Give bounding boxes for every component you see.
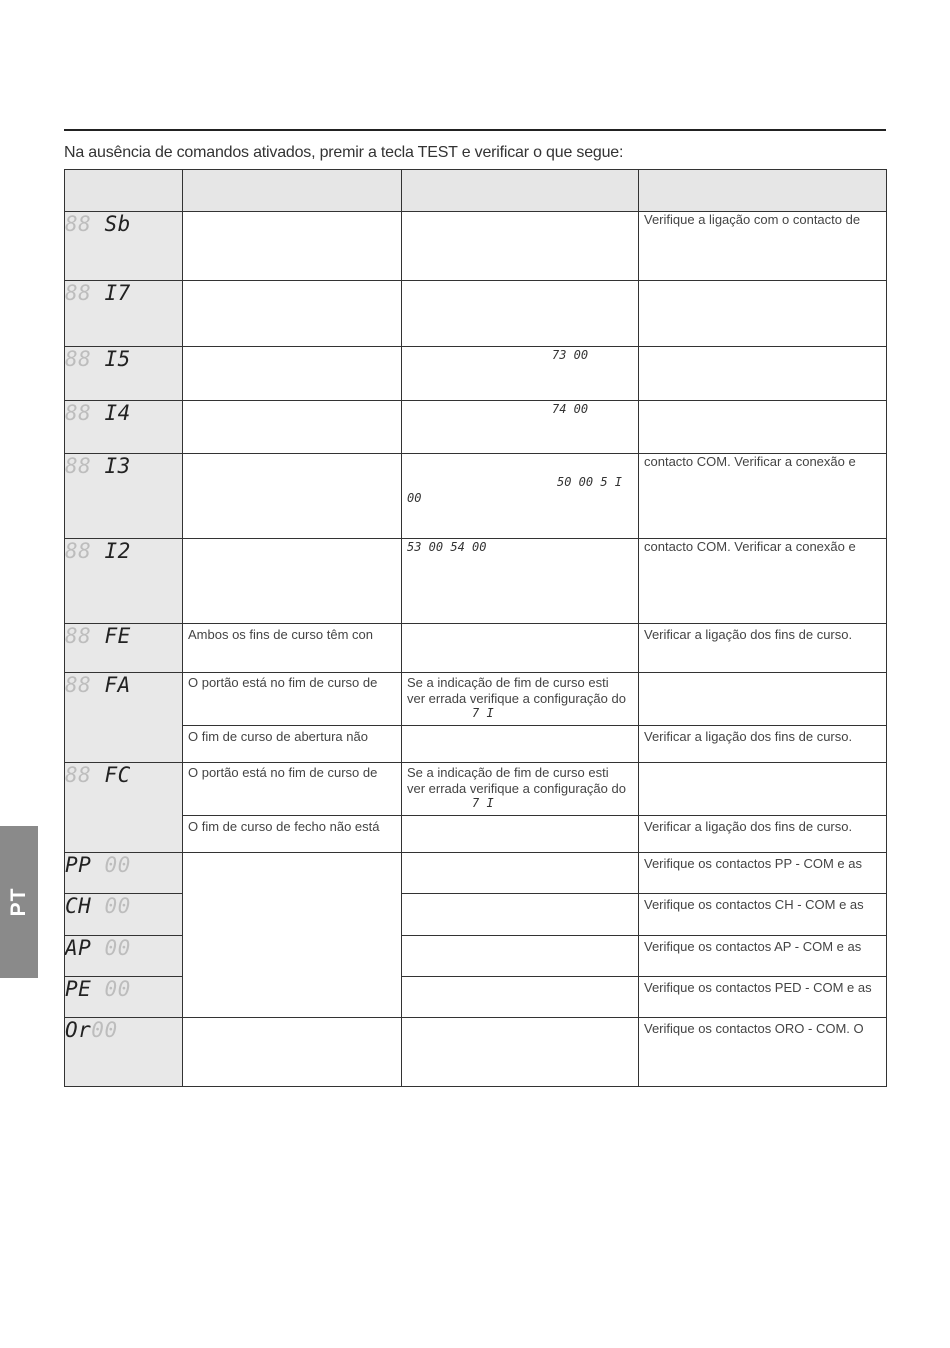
table-row: [65, 816, 887, 853]
cell-note: ver errada verifique a configuração do: [407, 691, 626, 706]
display-code: AP 00: [65, 936, 183, 977]
intro-text: Na ausência de comandos ativados, premir a tecla TEST e verificar o que segue:: [64, 144, 624, 161]
cell-description: O portão está no fim de curso de: [188, 675, 378, 690]
cell-description: Ambos os fins de curso têm con: [188, 627, 373, 642]
cell-action: Verifique os contactos PED - COM e as: [644, 980, 872, 995]
display-code: 88 I2: [65, 539, 183, 624]
display-code: CH 00: [65, 894, 183, 936]
cell-description: O portão está no fim de curso de: [188, 765, 378, 780]
table-row: [65, 726, 887, 763]
table-row: [65, 212, 887, 281]
param-code: 50 00 5 I: [557, 475, 623, 489]
header-cell: [639, 170, 887, 212]
display-code: 88 I7: [65, 281, 183, 347]
cell-action: contacto COM. Verificar a conexão e: [644, 454, 856, 469]
param-code: 00: [407, 491, 422, 505]
display-code: 88 I5: [65, 347, 183, 401]
top-rule: [64, 129, 886, 131]
table-row: [65, 347, 887, 401]
header-cell: [402, 170, 639, 212]
param-code: 7 I: [472, 706, 494, 720]
cell-action: Verifique os contactos ORO - COM. O: [644, 1021, 864, 1036]
display-code: PP 00: [65, 853, 183, 894]
display-code: 88 I4: [65, 401, 183, 454]
param-code: 53 00 54 00: [407, 540, 487, 554]
param-code: 73 00: [552, 348, 589, 362]
display-code: 88 FE: [65, 624, 183, 673]
display-code: 88 FC: [65, 763, 183, 853]
cell-action: contacto COM. Verificar a conexão e: [644, 539, 856, 554]
cell-description: O fim de curso de abertura não: [188, 729, 368, 744]
cell-action: Verifique os contactos PP - COM e as: [644, 856, 862, 871]
table-row: [65, 401, 887, 454]
cell-action: Verificar a ligação dos fins de curso.: [644, 729, 853, 744]
cell-action: Verifique os contactos AP - COM e as: [644, 939, 862, 954]
table-row: [65, 1018, 887, 1087]
table-row: [65, 624, 887, 673]
display-code: 88 Sb: [65, 212, 183, 281]
header-cell: [65, 170, 183, 212]
display-code: Or00: [65, 1018, 183, 1087]
cell-note: ver errada verifique a configuração do: [407, 781, 626, 796]
table-row: [65, 763, 887, 816]
cell-action: Verifique os contactos CH - COM e as: [644, 897, 864, 912]
display-code: PE 00: [65, 977, 183, 1018]
table-header-row: [65, 170, 887, 212]
table-row: [65, 454, 887, 539]
cell-note: Se a indicação de fim de curso esti: [407, 765, 609, 780]
cell-note: Se a indicação de fim de curso esti: [407, 675, 609, 690]
param-code: 7 I: [472, 796, 494, 810]
diagnostics-table: [64, 169, 887, 1087]
language-tab: PT: [0, 826, 38, 978]
table-row: [65, 539, 887, 624]
table-row: [65, 673, 887, 726]
cell-description: O fim de curso de fecho não está: [188, 819, 380, 834]
cell-action: Verifique a ligação com o contacto de: [644, 212, 861, 227]
display-code: 88 FA: [65, 673, 183, 763]
display-code: 88 I3: [65, 454, 183, 539]
table-row: [65, 853, 887, 894]
param-code: 74 00: [552, 402, 589, 416]
cell-action: Verificar a ligação dos fins de curso.: [644, 627, 853, 642]
header-cell: [183, 170, 402, 212]
table-row: [65, 281, 887, 347]
cell-action: Verificar a ligação dos fins de curso.: [644, 819, 853, 834]
